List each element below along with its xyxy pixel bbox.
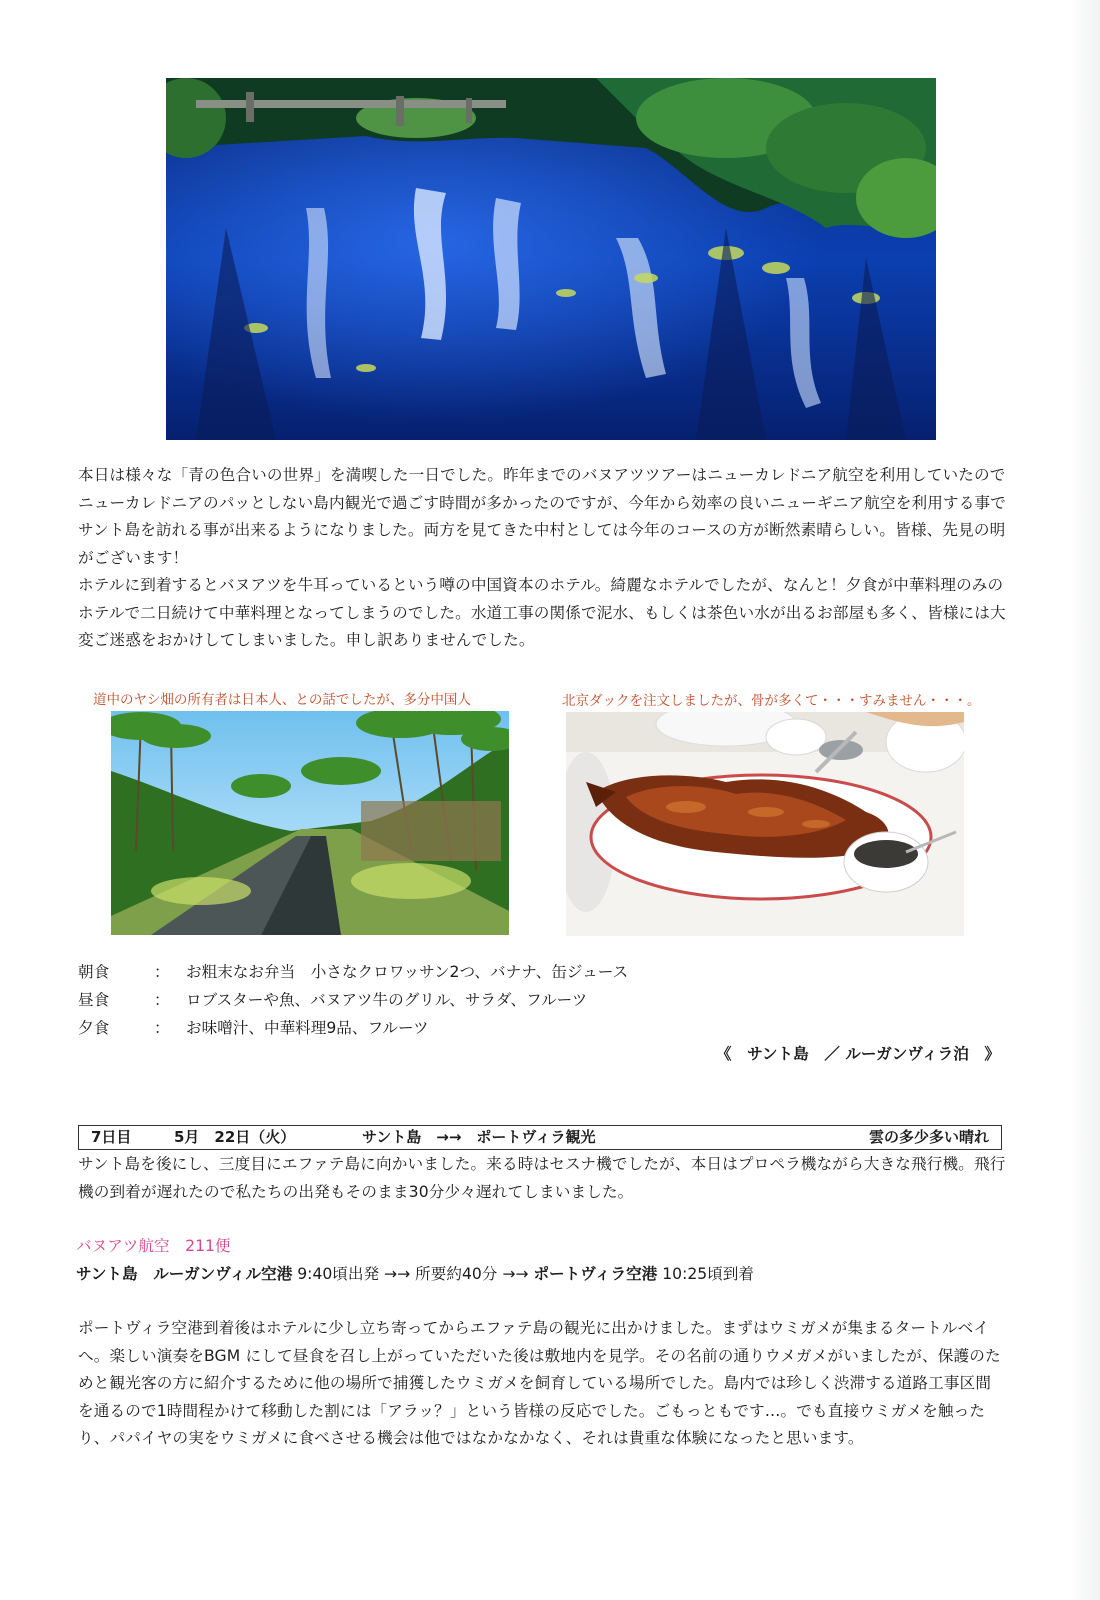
- day-weather: 雲の多少多い晴れ: [868, 1128, 989, 1146]
- intro-paragraph: 本日は様々な「青の色合いの世界」を満喫した一日でした。昨年までのバヌアツツアーはニューカレドニア航空を利用していたのでニューカレドニアのパッとしない島内観光で過ごす時間が多かったのですが、今年から効率の良いニューギニア航空を利用する事でサント島を訪れる事が出来るようになりました。両方を見てきた中村としては今年のコースの方が断然素晴らしい。皆様、先見の明がございます！: [78, 466, 1006, 567]
- meal-row: [78, 1014, 628, 1042]
- meal-items: お粗末なお弁当 小さなクロワッサン2つ、バナナ、缶ジュース: [186, 963, 629, 981]
- palm-photo-caption: 道中のヤシ畑の所有者は日本人、との話でしたが、多分中国人: [93, 692, 471, 708]
- blue-lagoon-photo: [166, 78, 936, 440]
- meal-label: 朝食: [78, 963, 110, 981]
- day-date: 5月 22日（火）: [174, 1128, 296, 1146]
- day-route: サント島 →→ ポートヴィラ観光: [362, 1128, 596, 1146]
- meal-label: 昼食: [78, 991, 110, 1009]
- day-paragraph: サント島を後にし、三度目にエファテ島に向かいました。来る時はセスナ機でしたが、本日はプロペラ機ながら大きな飛行機。飛行機の到着が遅れたので私たちの出発もそのまま30分少々遅れてしまいました。: [78, 1155, 1006, 1201]
- meal-label: 夕食: [78, 1019, 110, 1037]
- page-edge: [1070, 0, 1100, 1600]
- flight-arrow: →→: [384, 1265, 411, 1283]
- intro-text: [78, 462, 1006, 655]
- tour-paragraph: ポートヴィラ空港到着後はホテルに少し立ち寄ってからエファテ島の観光に出かけました。まずはウミガメが集まるタートルベイへ。楽しい演奏をBGM にして昼食を召し上がっていただいた後は敷地内を見学。その名前の通りウメガメがいましたが、保護のためと観光客の方に紹介するために他の場所で捕獲したウミガメを飼育している場所でした。島内では珍しく渋滞する道路工事区間を通るので1時間程かけて移動した割には「アラッ？」という皆様の反応でした。ごもっともです…。でも直接ウミガメを触ったり、パパイヤの実をウミガメに食べさせる機会は他ではなかなかなく、それは貴重な体験になったと思います。: [78, 1319, 1001, 1447]
- duck-photo-caption: 北京ダックを注文しましたが、骨が多くて・・・すみません・・・。: [562, 693, 981, 709]
- meal-items: お味噌汁、中華料理9品、フルーツ: [186, 1019, 429, 1037]
- flight-departure: 9:40頃出発: [297, 1265, 380, 1283]
- intro-paragraph: ホテルに到着するとバヌアツを牛耳っているという噂の中国資本のホテル。綺麗なホテルでしたが、なんと！夕食が中華料理のみのホテルで二日続けて中華料理となってしまうのでした。水道工事の関係で泥水、もしくは茶色い水が出るお部屋も多く、皆様には大変ご迷惑をおかけしてしまいました。申し訳ありませんでした。: [78, 576, 1006, 649]
- hotel-line: 《 サント島 ／ ルーガンヴィラ泊 》: [715, 1045, 1000, 1063]
- palm-plantation-road-photo: [111, 711, 509, 935]
- meal-separator: ：: [154, 1019, 170, 1037]
- flight-line: [76, 1262, 754, 1284]
- day-number: 7日目: [91, 1128, 132, 1146]
- meal-items: ロブスターや魚、バヌアツ牛のグリル、サラダ、フルーツ: [186, 991, 588, 1009]
- peking-duck-photo: [566, 712, 964, 936]
- meal-separator: ：: [154, 991, 170, 1009]
- day-header: [78, 1125, 1002, 1150]
- flight-destination: ポートヴィラ空港: [533, 1265, 658, 1283]
- meal-row: [78, 986, 628, 1014]
- flight-duration: 所要約40分: [415, 1265, 498, 1283]
- day-text: [78, 1151, 1006, 1206]
- meals-list: [78, 958, 628, 1042]
- flight-arrow: →→: [502, 1265, 529, 1283]
- flight-origin: サント島 ルーガンヴィル空港: [76, 1265, 293, 1283]
- meal-separator: ：: [154, 963, 170, 981]
- flight-title: バヌアツ航空 211便: [76, 1237, 231, 1255]
- meal-row: [78, 958, 628, 986]
- flight-arrival: 10:25頃到着: [662, 1265, 754, 1283]
- tour-text: [78, 1315, 1006, 1453]
